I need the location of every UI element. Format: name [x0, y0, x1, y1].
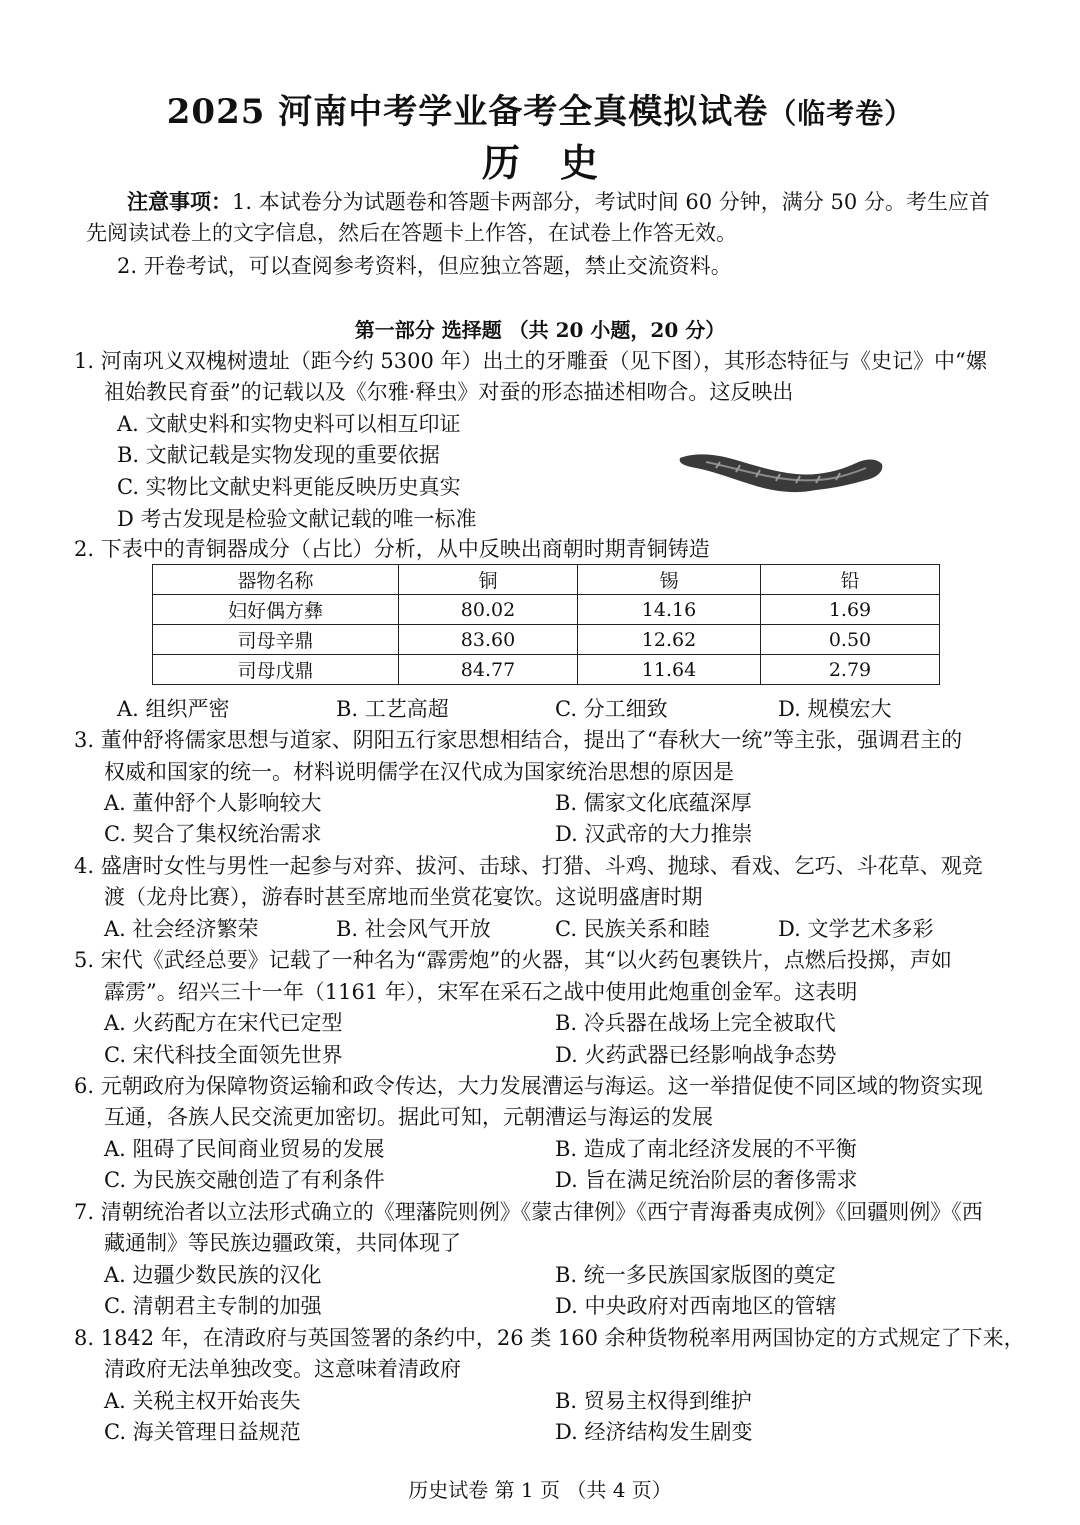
q4-option-d: D. 文学艺术多彩 [778, 917, 934, 941]
q3-stem-line-2: 权威和国家的统一。材料说明儒学在汉代成为国家统治思想的原因是 [104, 760, 734, 784]
q6-option-a: A. 阻碍了民间商业贸易的发展 [104, 1137, 385, 1161]
paper-title-note: （临考卷） [768, 97, 914, 130]
q4-stem-line-1: 4. 盛唐时女性与男性一起参与对弈、拔河、击球、打猎、斗鸡、抛球、看戏、乞巧、斗花草、观竞 [74, 854, 983, 878]
bronze-composition-table [152, 564, 940, 685]
q2-option-c: C. 分工细致 [555, 697, 668, 721]
q5-option-b: B. 冷兵器在战场上完全被取代 [555, 1011, 836, 1035]
q7-stem-line-1: 7. 清朝统治者以立法形式确立的《理藩院则例》《蒙古律例》《西宁青海番夷成例》《回疆则例》《西 [74, 1200, 983, 1224]
q3-option-a: A. 董仲舒个人影响较大 [104, 791, 322, 815]
table-header-row [153, 565, 940, 595]
q3-option-d: D. 汉武帝的大力推崇 [555, 822, 753, 846]
table-cell: 司母辛鼎 [153, 625, 399, 655]
paper-title [0, 84, 1080, 133]
q8-option-c: C. 海关管理日益规范 [104, 1420, 301, 1444]
q1-option-d: D 考古发现是检验文献记载的唯一标准 [117, 507, 477, 531]
notice-line-3: 2. 开卷考试，可以查阅参考资料，但应独立答题，禁止交流资料。 [117, 254, 732, 278]
q5-option-c: C. 宋代科技全面领先世界 [104, 1043, 343, 1067]
q7-option-c: C. 清朝君主专制的加强 [104, 1294, 322, 1318]
q3-option-b: B. 儒家文化底蕴深厚 [555, 791, 752, 815]
table-cell: 0.50 [761, 625, 940, 655]
q6-stem-line-2: 互通，各族人民交流更加密切。据此可知，元朝漕运与海运的发展 [104, 1105, 713, 1129]
notice-line-1 [127, 186, 990, 218]
table-cell: 1.69 [761, 595, 940, 625]
q6-option-c: C. 为民族交融创造了有利条件 [104, 1168, 385, 1192]
q3-option-c: C. 契合了集权统治需求 [104, 822, 322, 846]
q4-option-c: C. 民族关系和睦 [555, 917, 710, 941]
q7-option-b: B. 统一多民族国家版图的奠定 [555, 1263, 836, 1287]
q1-option-c: C. 实物比文献史料更能反映历史真实 [117, 475, 461, 499]
table-cell: 11.64 [578, 655, 761, 685]
table-cell: 12.62 [578, 625, 761, 655]
q1-stem-line-2: 祖始教民育蚕”的记载以及《尔雅·释虫》对蚕的形态描述相吻合。这反映出 [104, 380, 794, 404]
table-header-cell: 器物名称 [153, 565, 399, 595]
q5-stem-line-2: 霹雳”。绍兴三十一年（1161 年），宋军在采石之战中使用此炮重创金军。这表明 [104, 980, 858, 1004]
table-header-cell: 锡 [578, 565, 761, 595]
subject-title: 历史 [481, 140, 638, 185]
q5-stem-line-1: 5. 宋代《武经总要》记载了一种名为“霹雳炮”的火器，其“以火药包裹铁片，点燃后投掷，声如 [74, 948, 952, 972]
page-footer: 历史试卷 第 1 页 （共 4 页） [408, 1478, 672, 1502]
table-cell: 14.16 [578, 595, 761, 625]
table-cell: 84.77 [399, 655, 578, 685]
q2-option-d: D. 规模宏大 [778, 697, 892, 721]
table-cell: 80.02 [399, 595, 578, 625]
q2-option-b: B. 工艺高超 [336, 697, 449, 721]
table-row [153, 625, 940, 655]
q8-option-b: B. 贸易主权得到维护 [555, 1389, 752, 1413]
q4-stem-line-2: 渡（龙舟比赛），游春时甚至席地而坐赏花宴饮。这说明盛唐时期 [104, 885, 703, 909]
q1-option-a: A. 文献史料和实物史料可以相互印证 [117, 412, 461, 436]
table-cell: 妇好偶方彝 [153, 595, 399, 625]
q8-option-a: A. 关税主权开始丧失 [104, 1389, 301, 1413]
table-cell: 83.60 [399, 625, 578, 655]
table-row [153, 595, 940, 625]
table-cell: 2.79 [761, 655, 940, 685]
table-header-cell: 铜 [399, 565, 578, 595]
table-row [153, 655, 940, 685]
q4-option-b: B. 社会风气开放 [336, 917, 491, 941]
q3-stem-line-1: 3. 董仲舒将儒家思想与道家、阴阳五行家思想相结合，提出了“春秋大一统”等主张，强调君主的 [74, 728, 963, 752]
notice-label: 注意事项： [127, 189, 232, 214]
q6-stem-line-1: 6. 元朝政府为保障物资运输和政令传达，大力发展漕运与海运。这一举措促使不同区域的物资实现 [74, 1074, 983, 1098]
q4-option-a: A. 社会经济繁荣 [104, 917, 259, 941]
q8-stem-line-2: 清政府无法单独改变。这意味着清政府 [104, 1357, 461, 1381]
notice-text-1: 1. 本试卷分为试题卷和答题卡两部分，考试时间 60 分钟，满分 50 分。考生应首 [232, 190, 990, 214]
table-header-cell: 铅 [761, 565, 940, 595]
q8-option-d: D. 经济结构发生剧变 [555, 1420, 753, 1444]
q8-stem-line-1: 8. 1842 年，在清政府与英国签署的条约中，26 类 160 余种货物税率用两国协定的方式规定了下来， [74, 1326, 1025, 1350]
notice-line-2: 先阅读试卷上的文字信息，然后在答题卡上作答，在试卷上作答无效。 [86, 221, 737, 245]
paper-title-main: 2025 河南中考学业备考全真模拟试卷 [166, 92, 769, 132]
q1-stem-line-1: 1. 河南巩义双槐树遗址（距今约 5300 年）出土的牙雕蚕（见下图），其形态特征与《史记》中“嫘 [74, 349, 987, 373]
ivory-silkworm-image [676, 438, 886, 500]
q7-option-a: A. 边疆少数民族的汉化 [104, 1263, 322, 1287]
q7-option-d: D. 中央政府对西南地区的管辖 [555, 1294, 837, 1318]
q1-option-b: B. 文献记载是实物发现的重要依据 [117, 443, 440, 467]
q6-option-d: D. 旨在满足统治阶层的奢侈需求 [555, 1168, 858, 1192]
q5-option-d: D. 火药武器已经影响战争态势 [555, 1043, 837, 1067]
q5-option-a: A. 火药配方在宋代已定型 [104, 1011, 343, 1035]
q2-option-a: A. 组织严密 [117, 697, 230, 721]
q2-stem-line-1: 2. 下表中的青铜器成分（占比）分析，从中反映出商朝时期青铜铸造 [74, 537, 710, 561]
table-cell: 司母戊鼎 [153, 655, 399, 685]
q6-option-b: B. 造成了南北经济发展的不平衡 [555, 1137, 857, 1161]
section-title: 第一部分 选择题 （共 20 小题，20 分） [354, 318, 726, 342]
q7-stem-line-2: 藏通制》等民族边疆政策，共同体现了 [104, 1231, 461, 1255]
